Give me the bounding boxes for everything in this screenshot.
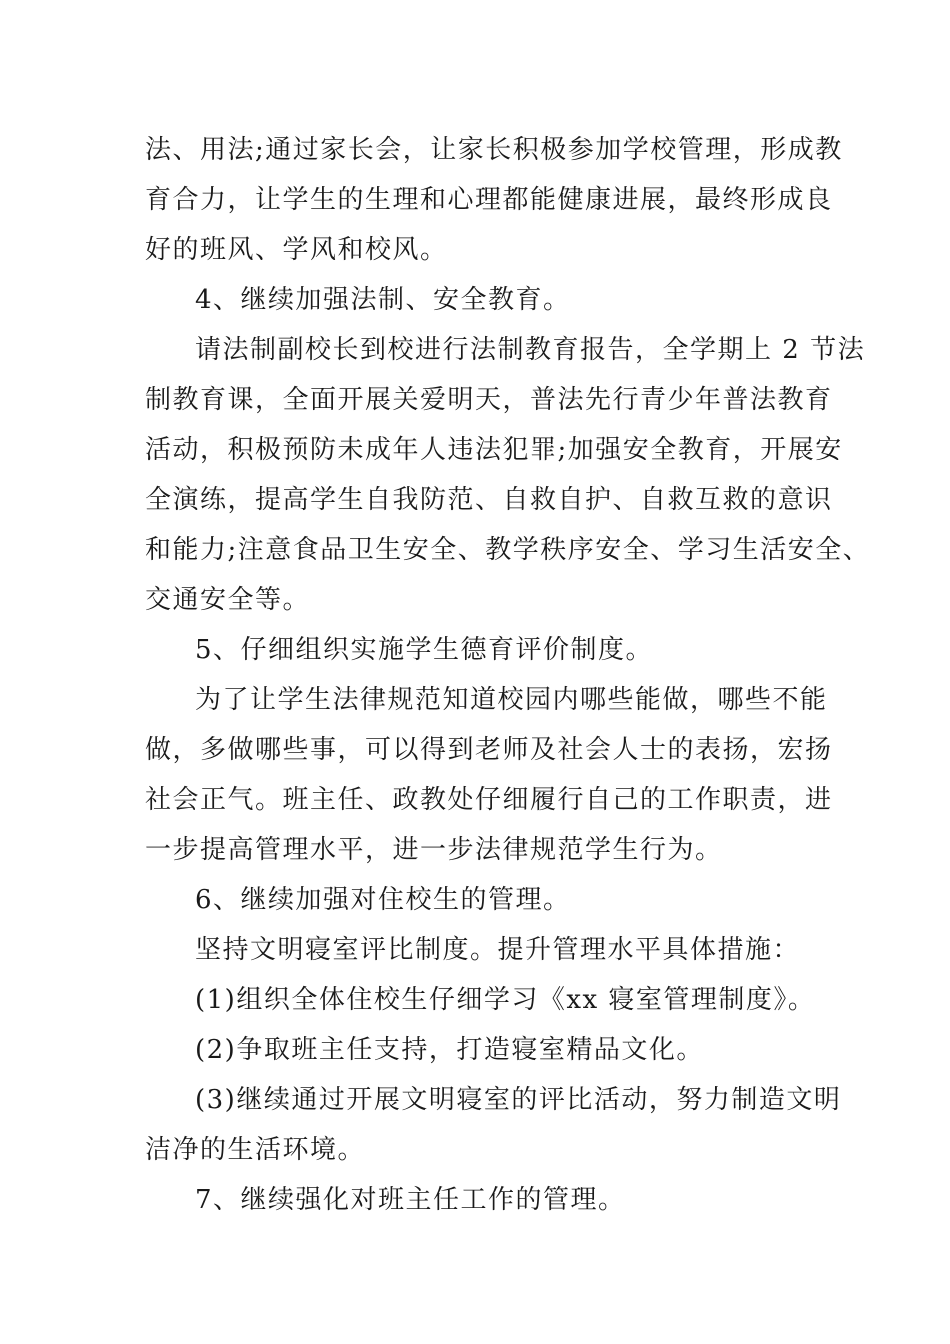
- text-line: 一步提高管理水平，进一步法律规范学生行为。: [145, 835, 723, 865]
- text-line: 全演练，提高学生自我防范、自救自护、自救互救的意识: [145, 485, 833, 515]
- section-heading: 5、仔细组织实施学生德育评价制度。: [195, 635, 654, 665]
- text-line: 活动，积极预防未成年人违法犯罪;加强安全教育，开展安: [145, 435, 843, 465]
- text-line: 社会正气。班主任、政教处仔细履行自己的工作职责，进: [145, 785, 833, 815]
- text-line: 做，多做哪些事，可以得到老师及社会人士的表扬，宏扬: [145, 735, 833, 765]
- text-line: 为了让学生法律规范知道校园内哪些能做，哪些不能: [195, 685, 828, 715]
- text-line: 好的班风、学风和校风。: [145, 235, 448, 265]
- list-item: (3)继续通过开展文明寝室的评比活动，努力制造文明: [195, 1085, 842, 1115]
- text-line: 交通安全等。: [145, 585, 311, 615]
- text-line: 请法制副校长到校进行法制教育报告，全学期上 2 节法: [195, 335, 866, 365]
- list-item: (2)争取班主任支持，打造寝室精品文化。: [195, 1035, 704, 1065]
- section-heading: 6、继续加强对住校生的管理。: [195, 885, 571, 915]
- section-heading: 7、继续强化对班主任工作的管理。: [195, 1185, 626, 1215]
- text-line: 洁净的生活环境。: [145, 1135, 366, 1165]
- text-line: 制教育课，全面开展关爱明天，普法先行青少年普法教育: [145, 385, 833, 415]
- text-line: 坚持文明寝室评比制度。提升管理水平具体措施：: [195, 935, 801, 965]
- text-line: 育合力，让学生的生理和心理都能健康进展，最终形成良: [145, 185, 833, 215]
- section-heading: 4、继续加强法制、安全教育。: [195, 285, 571, 315]
- text-line: 和能力;注意食品卫生安全、教学秩序安全、学习生活安全、: [145, 535, 871, 565]
- text-line: 法、用法;通过家长会，让家长积极参加学校管理，形成教: [145, 135, 843, 165]
- list-item: (1)组织全体住校生仔细学习《xx 寝室管理制度》。: [195, 985, 816, 1015]
